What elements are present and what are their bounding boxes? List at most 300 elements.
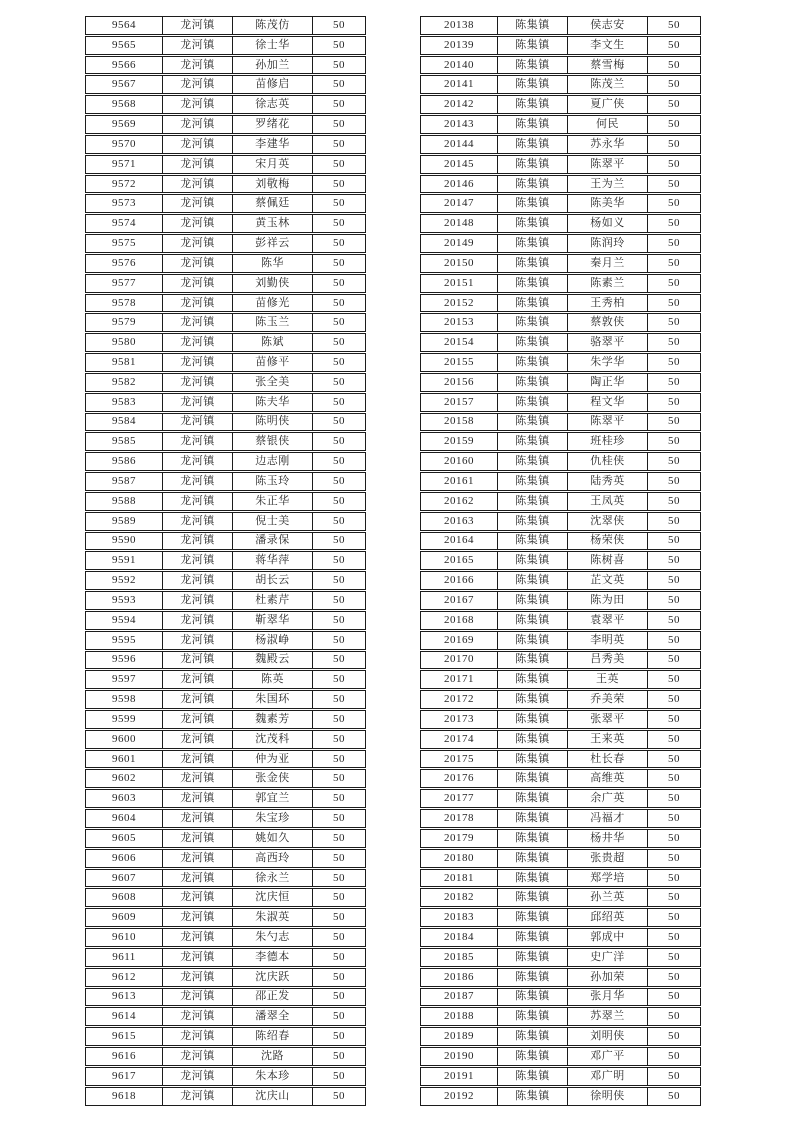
cell-name: 班桂珍 <box>568 433 648 450</box>
cell-amount: 50 <box>333 78 345 91</box>
cell-town: 龙河镇 <box>163 533 233 550</box>
cell-amount: 50 <box>333 98 345 111</box>
cell-town: 陈集镇 <box>498 295 568 312</box>
cell-name: 陈斌 <box>233 334 313 351</box>
cell-town: 龙河镇 <box>163 1088 233 1105</box>
table-row <box>85 155 366 174</box>
cell-name: 杨荣侠 <box>568 533 648 550</box>
cell-id: 9613 <box>86 989 163 1006</box>
cell-town: 陈集镇 <box>498 810 568 827</box>
table-row <box>420 313 701 332</box>
cell-name: 沈茂科 <box>233 731 313 748</box>
cell-amount: 50 <box>333 58 345 71</box>
cell-id: 9592 <box>86 572 163 589</box>
cell-name: 苗修启 <box>233 76 313 93</box>
cell-town: 陈集镇 <box>498 453 568 470</box>
cell-town: 陈集镇 <box>498 909 568 926</box>
cell-name: 冯福才 <box>568 810 648 827</box>
cell-town: 龙河镇 <box>163 731 233 748</box>
cell-id: 9594 <box>86 612 163 629</box>
cell-name: 蔡银侠 <box>233 433 313 450</box>
cell-amount: 50 <box>333 137 345 150</box>
table-row <box>420 532 701 551</box>
cell-amount: 50 <box>333 752 345 765</box>
table-row <box>85 551 366 570</box>
cell-name: 朱淑英 <box>233 909 313 926</box>
cell-town: 陈集镇 <box>498 354 568 371</box>
cell-name: 陈润玲 <box>568 235 648 252</box>
cell-name: 李德本 <box>233 949 313 966</box>
cell-id: 9597 <box>86 671 163 688</box>
cell-town: 陈集镇 <box>498 731 568 748</box>
cell-town: 陈集镇 <box>498 473 568 490</box>
cell-amount: 50 <box>668 316 680 329</box>
cell-amount: 50 <box>333 970 345 983</box>
cell-town: 陈集镇 <box>498 830 568 847</box>
table-row <box>85 968 366 987</box>
cell-id: 20138 <box>421 17 498 34</box>
cell-town: 龙河镇 <box>163 156 233 173</box>
cell-town: 龙河镇 <box>163 850 233 867</box>
cell-id: 20157 <box>421 394 498 411</box>
table-row <box>420 968 701 987</box>
cell-town: 龙河镇 <box>163 691 233 708</box>
cell-id: 9614 <box>86 1008 163 1025</box>
cell-amount: 50 <box>668 494 680 507</box>
cell-amount: 50 <box>668 712 680 725</box>
table-row <box>420 373 701 392</box>
cell-id: 20182 <box>421 889 498 906</box>
table-row <box>85 1067 366 1086</box>
cell-town: 龙河镇 <box>163 37 233 54</box>
cell-amount: 50 <box>668 177 680 190</box>
table-row <box>420 512 701 531</box>
cell-amount: 50 <box>333 673 345 686</box>
cell-id: 9567 <box>86 76 163 93</box>
table-row <box>420 670 701 689</box>
cell-name: 乔美荣 <box>568 691 648 708</box>
cell-town: 龙河镇 <box>163 552 233 569</box>
cell-amount: 50 <box>333 1049 345 1062</box>
cell-amount: 50 <box>333 574 345 587</box>
cell-id: 20164 <box>421 533 498 550</box>
cell-amount: 50 <box>668 18 680 31</box>
cell-amount: 50 <box>333 1089 345 1102</box>
cell-amount: 50 <box>668 296 680 309</box>
cell-name: 靳翠华 <box>233 612 313 629</box>
cell-town: 龙河镇 <box>163 929 233 946</box>
cell-id: 20163 <box>421 513 498 530</box>
cell-town: 龙河镇 <box>163 592 233 609</box>
table-row <box>420 95 701 114</box>
cell-name: 王秀柏 <box>568 295 648 312</box>
cell-id: 20192 <box>421 1088 498 1105</box>
cell-name: 杜长春 <box>568 751 648 768</box>
table-row <box>85 373 366 392</box>
cell-id: 20154 <box>421 334 498 351</box>
cell-id: 9604 <box>86 810 163 827</box>
cell-id: 9575 <box>86 235 163 252</box>
cell-id: 9595 <box>86 632 163 649</box>
cell-id: 9596 <box>86 652 163 669</box>
table-row <box>85 393 366 412</box>
table-row <box>85 1027 366 1046</box>
cell-name: 朱学华 <box>568 354 648 371</box>
cell-name: 仲为亚 <box>233 751 313 768</box>
table-row <box>85 452 366 471</box>
cell-amount: 50 <box>333 197 345 210</box>
table-row <box>420 908 701 927</box>
cell-id: 9571 <box>86 156 163 173</box>
cell-amount: 50 <box>333 871 345 884</box>
cell-id: 9577 <box>86 275 163 292</box>
table-row <box>420 1027 701 1046</box>
cell-amount: 50 <box>668 851 680 864</box>
cell-town: 陈集镇 <box>498 889 568 906</box>
cell-name: 孙加荣 <box>568 969 648 986</box>
cell-id: 9600 <box>86 731 163 748</box>
table-row <box>420 611 701 630</box>
table-row <box>85 670 366 689</box>
cell-amount: 50 <box>333 772 345 785</box>
table-row <box>85 135 366 154</box>
cell-id: 20142 <box>421 96 498 113</box>
table-row <box>420 928 701 947</box>
cell-name: 陈明侠 <box>233 414 313 431</box>
table-row <box>85 472 366 491</box>
cell-amount: 50 <box>668 38 680 51</box>
cell-name: 余广英 <box>568 790 648 807</box>
table-row <box>85 710 366 729</box>
cell-id: 20184 <box>421 929 498 946</box>
table-row <box>85 571 366 590</box>
cell-id: 9607 <box>86 870 163 887</box>
cell-name: 潘录保 <box>233 533 313 550</box>
cell-town: 陈集镇 <box>498 195 568 212</box>
table-row <box>85 789 366 808</box>
cell-id: 20180 <box>421 850 498 867</box>
cell-id: 20176 <box>421 770 498 787</box>
table-row <box>85 353 366 372</box>
cell-id: 9578 <box>86 295 163 312</box>
table-row <box>85 1087 366 1106</box>
table-row <box>420 234 701 253</box>
cell-town: 龙河镇 <box>163 255 233 272</box>
table-row <box>85 611 366 630</box>
cell-id: 20165 <box>421 552 498 569</box>
cell-town: 陈集镇 <box>498 1048 568 1065</box>
cell-id: 9580 <box>86 334 163 351</box>
cell-id: 9585 <box>86 433 163 450</box>
cell-id: 9605 <box>86 830 163 847</box>
table-row <box>420 115 701 134</box>
cell-amount: 50 <box>668 831 680 844</box>
table-row <box>420 452 701 471</box>
cell-town: 龙河镇 <box>163 810 233 827</box>
cell-town: 陈集镇 <box>498 394 568 411</box>
table-row <box>420 769 701 788</box>
table-row <box>420 194 701 213</box>
table-row <box>420 1047 701 1066</box>
cell-town: 龙河镇 <box>163 493 233 510</box>
cell-town: 陈集镇 <box>498 552 568 569</box>
cell-amount: 50 <box>668 950 680 963</box>
cell-name: 史广洋 <box>568 949 648 966</box>
table-row <box>420 432 701 451</box>
table-row <box>420 789 701 808</box>
cell-id: 9584 <box>86 414 163 431</box>
cell-name: 徐永兰 <box>233 870 313 887</box>
table-row <box>85 829 366 848</box>
table-row <box>420 651 701 670</box>
cell-id: 20183 <box>421 909 498 926</box>
cell-town: 龙河镇 <box>163 1028 233 1045</box>
cell-amount: 50 <box>333 593 345 606</box>
cell-id: 20144 <box>421 136 498 153</box>
cell-amount: 50 <box>333 732 345 745</box>
cell-amount: 50 <box>668 653 680 666</box>
cell-town: 陈集镇 <box>498 770 568 787</box>
cell-name: 芷文英 <box>568 572 648 589</box>
cell-name: 陈玉玲 <box>233 473 313 490</box>
table-row <box>85 95 366 114</box>
cell-town: 龙河镇 <box>163 295 233 312</box>
cell-name: 倪士美 <box>233 513 313 530</box>
cell-town: 陈集镇 <box>498 215 568 232</box>
cell-town: 龙河镇 <box>163 96 233 113</box>
cell-town: 龙河镇 <box>163 354 233 371</box>
cell-id: 9617 <box>86 1068 163 1085</box>
cell-name: 陈美华 <box>568 195 648 212</box>
cell-amount: 50 <box>333 435 345 448</box>
cell-amount: 50 <box>668 792 680 805</box>
cell-name: 彭祥云 <box>233 235 313 252</box>
cell-id: 20189 <box>421 1028 498 1045</box>
cell-town: 陈集镇 <box>498 314 568 331</box>
cell-name: 陆秀英 <box>568 473 648 490</box>
cell-id: 20152 <box>421 295 498 312</box>
cell-town: 龙河镇 <box>163 334 233 351</box>
cell-name: 陈茂兰 <box>568 76 648 93</box>
cell-name: 朱国环 <box>233 691 313 708</box>
cell-name: 蔡雪梅 <box>568 57 648 74</box>
table-row <box>85 651 366 670</box>
cell-id: 9598 <box>86 691 163 708</box>
cell-name: 沈庆山 <box>233 1088 313 1105</box>
cell-amount: 50 <box>333 712 345 725</box>
cell-town: 龙河镇 <box>163 394 233 411</box>
cell-amount: 50 <box>333 375 345 388</box>
table-row <box>85 591 366 610</box>
cell-town: 陈集镇 <box>498 652 568 669</box>
cell-town: 龙河镇 <box>163 711 233 728</box>
cell-town: 陈集镇 <box>498 334 568 351</box>
cell-town: 陈集镇 <box>498 949 568 966</box>
cell-town: 陈集镇 <box>498 414 568 431</box>
cell-name: 蒋华萍 <box>233 552 313 569</box>
cell-id: 9606 <box>86 850 163 867</box>
cell-town: 陈集镇 <box>498 96 568 113</box>
cell-name: 陈素兰 <box>568 275 648 292</box>
cell-name: 杜素芹 <box>233 592 313 609</box>
cell-name: 刘勤侠 <box>233 275 313 292</box>
cell-id: 20187 <box>421 989 498 1006</box>
table-row <box>85 1007 366 1026</box>
table-row <box>85 928 366 947</box>
cell-name: 陈为田 <box>568 592 648 609</box>
cell-id: 20169 <box>421 632 498 649</box>
cell-town: 龙河镇 <box>163 830 233 847</box>
cell-id: 9618 <box>86 1088 163 1105</box>
cell-amount: 50 <box>333 395 345 408</box>
cell-town: 龙河镇 <box>163 652 233 669</box>
cell-amount: 50 <box>668 812 680 825</box>
table-row <box>420 948 701 967</box>
cell-id: 20140 <box>421 57 498 74</box>
cell-name: 孙加兰 <box>233 57 313 74</box>
cell-name: 杨淑峥 <box>233 632 313 649</box>
table-row <box>420 1087 701 1106</box>
cell-town: 龙河镇 <box>163 453 233 470</box>
table-row <box>420 829 701 848</box>
cell-id: 20148 <box>421 215 498 232</box>
cell-name: 高西玲 <box>233 850 313 867</box>
cell-amount: 50 <box>333 653 345 666</box>
cell-name: 蔡敦侠 <box>568 314 648 331</box>
cell-name: 张月华 <box>568 989 648 1006</box>
cell-town: 陈集镇 <box>498 533 568 550</box>
cell-name: 苗修平 <box>233 354 313 371</box>
cell-id: 9566 <box>86 57 163 74</box>
cell-id: 20191 <box>421 1068 498 1085</box>
cell-name: 邓广明 <box>568 1068 648 1085</box>
table-row <box>420 16 701 35</box>
cell-town: 陈集镇 <box>498 711 568 728</box>
cell-name: 徐士华 <box>233 37 313 54</box>
table-row <box>85 313 366 332</box>
cell-town: 龙河镇 <box>163 1008 233 1025</box>
cell-id: 9570 <box>86 136 163 153</box>
cell-amount: 50 <box>333 831 345 844</box>
cell-amount: 50 <box>333 38 345 51</box>
cell-id: 20172 <box>421 691 498 708</box>
cell-name: 宋月英 <box>233 156 313 173</box>
cell-amount: 50 <box>668 1010 680 1023</box>
cell-name: 张贵超 <box>568 850 648 867</box>
cell-id: 9565 <box>86 37 163 54</box>
cell-amount: 50 <box>333 891 345 904</box>
cell-town: 陈集镇 <box>498 433 568 450</box>
cell-id: 9569 <box>86 116 163 133</box>
cell-id: 9610 <box>86 929 163 946</box>
cell-id: 20156 <box>421 374 498 391</box>
table-row <box>85 333 366 352</box>
table-row <box>420 869 701 888</box>
table-row <box>420 214 701 233</box>
cell-town: 龙河镇 <box>163 275 233 292</box>
cell-town: 龙河镇 <box>163 513 233 530</box>
cell-amount: 50 <box>668 217 680 230</box>
cell-town: 陈集镇 <box>498 671 568 688</box>
cell-amount: 50 <box>668 1069 680 1082</box>
cell-name: 高维英 <box>568 770 648 787</box>
cell-name: 朱宝珍 <box>233 810 313 827</box>
cell-name: 李建华 <box>233 136 313 153</box>
table-row <box>420 75 701 94</box>
cell-name: 苗修光 <box>233 295 313 312</box>
cell-amount: 50 <box>333 415 345 428</box>
cell-amount: 50 <box>668 990 680 1003</box>
table-row <box>85 432 366 451</box>
cell-name: 侯志安 <box>568 17 648 34</box>
cell-amount: 50 <box>333 494 345 507</box>
cell-name: 朱本珍 <box>233 1068 313 1085</box>
cell-amount: 50 <box>668 871 680 884</box>
cell-amount: 50 <box>668 237 680 250</box>
cell-id: 9590 <box>86 533 163 550</box>
table-row <box>420 36 701 55</box>
cell-town: 龙河镇 <box>163 889 233 906</box>
cell-name: 朱勺志 <box>233 929 313 946</box>
cell-name: 徐明侠 <box>568 1088 648 1105</box>
cell-amount: 50 <box>333 217 345 230</box>
cell-town: 龙河镇 <box>163 632 233 649</box>
cell-name: 陈翠平 <box>568 156 648 173</box>
cell-name: 边志刚 <box>233 453 313 470</box>
cell-name: 邱绍英 <box>568 909 648 926</box>
roster-table-right <box>420 16 701 1107</box>
cell-amount: 50 <box>668 911 680 924</box>
cell-amount: 50 <box>333 554 345 567</box>
cell-amount: 50 <box>668 514 680 527</box>
table-row <box>85 115 366 134</box>
cell-name: 陈英 <box>233 671 313 688</box>
cell-id: 20161 <box>421 473 498 490</box>
cell-amount: 50 <box>333 118 345 131</box>
cell-id: 9612 <box>86 969 163 986</box>
cell-id: 20159 <box>421 433 498 450</box>
cell-name: 张全美 <box>233 374 313 391</box>
cell-town: 陈集镇 <box>498 1088 568 1105</box>
cell-amount: 50 <box>668 613 680 626</box>
cell-amount: 50 <box>668 732 680 745</box>
cell-id: 20141 <box>421 76 498 93</box>
cell-town: 陈集镇 <box>498 235 568 252</box>
cell-name: 杨井华 <box>568 830 648 847</box>
cell-id: 20179 <box>421 830 498 847</box>
cell-name: 王英 <box>568 671 648 688</box>
cell-id: 20149 <box>421 235 498 252</box>
cell-town: 陈集镇 <box>498 374 568 391</box>
cell-town: 陈集镇 <box>498 57 568 74</box>
cell-name: 夏广侠 <box>568 96 648 113</box>
cell-town: 龙河镇 <box>163 671 233 688</box>
cell-amount: 50 <box>333 812 345 825</box>
cell-town: 龙河镇 <box>163 176 233 193</box>
cell-name: 李明英 <box>568 632 648 649</box>
cell-id: 9586 <box>86 453 163 470</box>
cell-town: 龙河镇 <box>163 57 233 74</box>
cell-name: 苏永华 <box>568 136 648 153</box>
cell-amount: 50 <box>668 891 680 904</box>
cell-id: 20158 <box>421 414 498 431</box>
cell-id: 20139 <box>421 37 498 54</box>
cell-name: 杨如义 <box>568 215 648 232</box>
cell-amount: 50 <box>333 157 345 170</box>
cell-name: 陈夫华 <box>233 394 313 411</box>
cell-name: 张翠平 <box>568 711 648 728</box>
cell-town: 龙河镇 <box>163 116 233 133</box>
